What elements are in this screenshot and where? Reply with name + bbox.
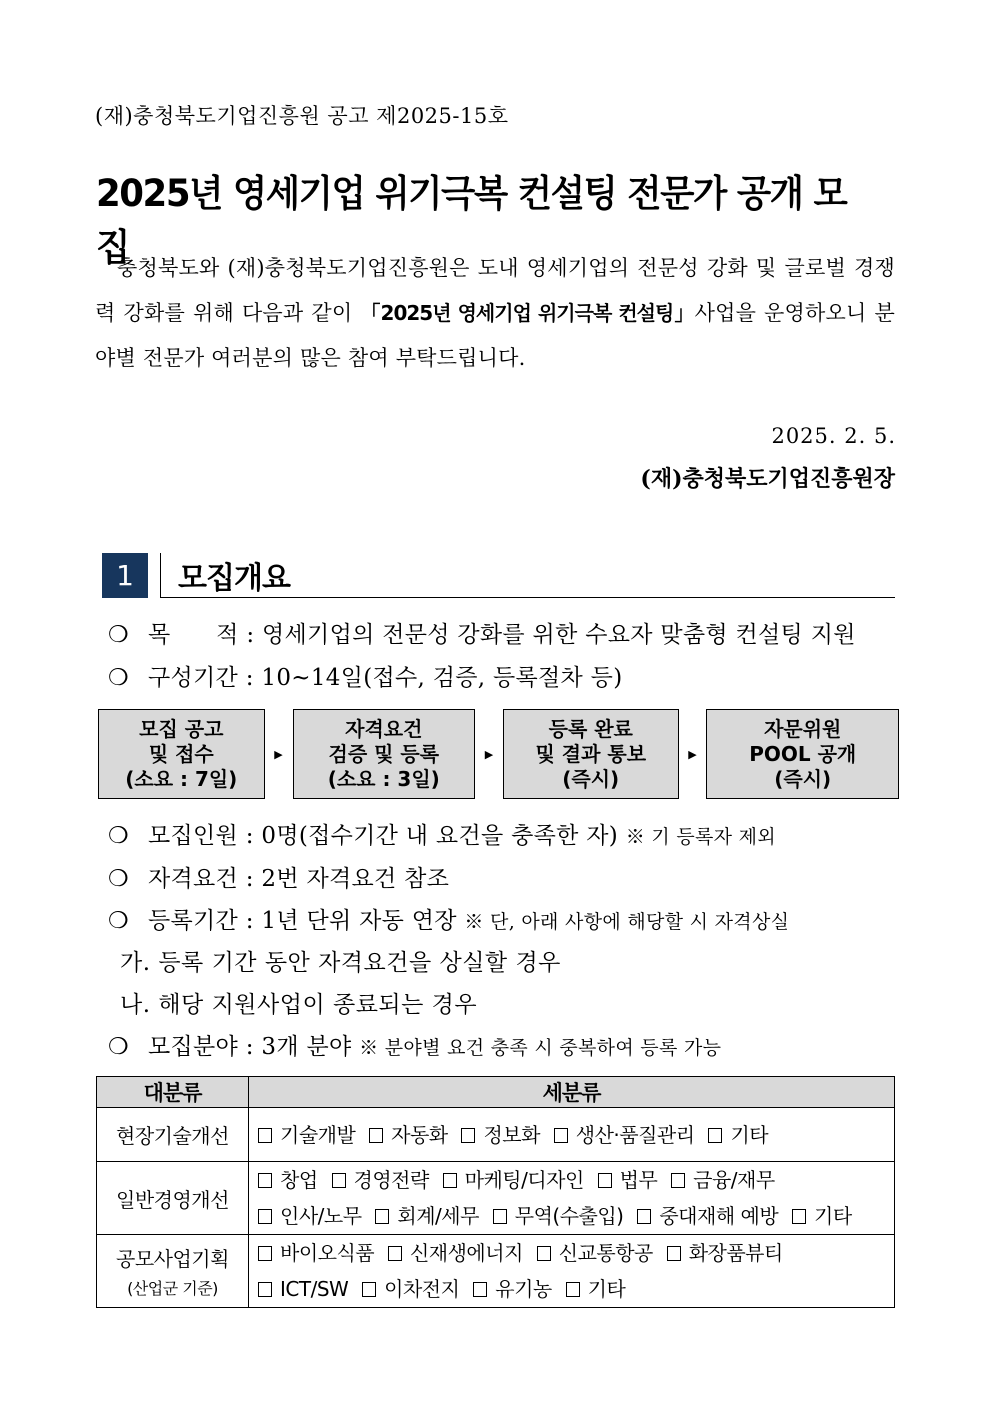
checkbox[interactable] xyxy=(671,1173,685,1188)
purpose-item: ❍ 목 적 : 영세기업의 전문성 강화를 위한 수요자 맞춤형 컨설팅 지원 xyxy=(108,622,856,648)
category-cell: 현장기술개선 xyxy=(97,1108,249,1162)
section-number-badge: 1 xyxy=(102,553,148,598)
table-row xyxy=(97,1108,895,1162)
checkbox[interactable] xyxy=(375,1209,389,1224)
header-sub-category: 세분류 xyxy=(249,1077,895,1108)
intro-highlight: 「2025년 영세기업 위기극복 컨설팅」 xyxy=(360,301,695,325)
arrow-right-icon: ▶ xyxy=(688,747,697,761)
recruits-item: ❍ 모집인원 : 0명(접수기간 내 요건을 충족한 자) ※ 기 등록자 제외 xyxy=(108,823,776,849)
flow-step-3: 등록 완료 및 결과 통보 (즉시) xyxy=(503,709,679,799)
table-row xyxy=(97,1235,895,1308)
items-cell: 기술개발 자동화 정보화 생산·품질관리 기타 xyxy=(249,1108,895,1162)
checkbox[interactable] xyxy=(443,1173,457,1188)
checkbox[interactable] xyxy=(708,1128,722,1143)
sub-item-na: 나. 해당 지원사업이 종료되는 경우 xyxy=(120,992,478,1018)
intro-paragraph xyxy=(95,246,895,381)
arrow-right-icon: ▶ xyxy=(274,747,283,761)
reg-period-note: ※ 단, 아래 사항에 해당할 시 자격상실 xyxy=(464,911,790,933)
intro-text-1: 충청북도와 (재)충청북도기업진흥원은 도내 영세기업의 전문성 강화 및 글로벌 경쟁력 강화를 위해 다음과 같이 xyxy=(95,256,895,325)
checkbox[interactable] xyxy=(362,1282,376,1297)
items-cell: 창업 경영전략 마케팅/디자인 법무 금융/재무 인사/노무 회계/세무 무역(수출입) 중대재해 예방 기타 xyxy=(249,1162,895,1235)
checkbox[interactable] xyxy=(258,1246,272,1261)
period-item: ❍ 구성기간 : 10~14일(접수, 검증, 등록절차 등) xyxy=(108,665,623,691)
checkbox[interactable] xyxy=(388,1246,402,1261)
section-underline xyxy=(160,597,895,598)
checkbox[interactable] xyxy=(537,1246,551,1261)
category-cell: 일반경영개선 xyxy=(97,1162,249,1235)
fields-item: ❍ 모집분야 : 3개 분야 ※ 분야별 요건 충족 시 중복하여 등록 가능 xyxy=(108,1034,722,1060)
checkbox[interactable] xyxy=(554,1128,568,1143)
circle-bullet-icon: ❍ xyxy=(108,823,129,849)
checkbox[interactable] xyxy=(598,1173,612,1188)
qualification-item: ❍ 자격요건 : 2번 자격요건 참조 xyxy=(108,866,450,892)
sub-item-ga: 가. 등록 기간 동안 자격요건을 상실할 경우 xyxy=(120,950,561,976)
intro-text-2: 사업을 운영하오니 분야별 전문가 여러분의 많은 참여 부탁드립니다. xyxy=(95,301,895,370)
checkbox[interactable] xyxy=(258,1173,272,1188)
checkbox[interactable] xyxy=(473,1282,487,1297)
process-flow xyxy=(98,709,899,799)
fields-note: ※ 분야별 요건 충족 시 중복하여 등록 가능 xyxy=(359,1037,722,1059)
circle-bullet-icon: ❍ xyxy=(108,908,129,934)
arrow-right-icon: ▶ xyxy=(484,747,494,761)
checkbox[interactable] xyxy=(566,1282,580,1297)
section-divider xyxy=(160,553,161,598)
table-row xyxy=(97,1162,895,1235)
circle-bullet-icon: ❍ xyxy=(108,866,129,892)
flow-step-1: 모집 공고 및 접수 (소요 : 7일) xyxy=(98,709,265,799)
checkbox[interactable] xyxy=(493,1209,507,1224)
items-cell: 바이오식품 신재생에너지 신교통항공 화장품뷰티 ICT/SW 이차전지 유기농 기타 xyxy=(249,1235,895,1308)
circle-bullet-icon: ❍ xyxy=(108,1034,129,1060)
circle-bullet-icon: ❍ xyxy=(108,665,129,691)
page-title: 2025년 영세기업 위기극복 컨설팅 전문가 공개 모집 xyxy=(96,172,847,269)
flow-step-2: 자격요건 검증 및 등록 (소요 : 3일) xyxy=(293,709,476,799)
checkbox[interactable] xyxy=(258,1282,272,1297)
signer: (재)충청북도기업진흥원장 xyxy=(640,466,895,492)
header-major-category: 대분류 xyxy=(97,1077,249,1108)
circle-bullet-icon: ❍ xyxy=(108,622,129,648)
purpose-label: 목 적 xyxy=(148,622,239,648)
checkbox[interactable] xyxy=(637,1209,651,1224)
checkbox[interactable] xyxy=(667,1246,681,1261)
period-value: 10~14일(접수, 검증, 등록절차 등) xyxy=(261,665,623,691)
fields-table xyxy=(96,1076,895,1308)
notice-number: (재)충청북도기업진흥원 공고 제2025-15호 xyxy=(95,104,509,128)
notice-date: 2025. 2. 5. xyxy=(771,424,896,448)
checkbox[interactable] xyxy=(792,1209,806,1224)
period-label: 구성기간 xyxy=(148,665,239,691)
checkbox[interactable] xyxy=(369,1128,383,1143)
checkbox[interactable] xyxy=(332,1173,346,1188)
section-title: 모집개요 xyxy=(178,561,290,596)
checkbox[interactable] xyxy=(461,1128,475,1143)
checkbox[interactable] xyxy=(258,1209,272,1224)
recruits-note: ※ 기 등록자 제외 xyxy=(625,826,776,848)
reg-period-item: ❍ 등록기간 : 1년 단위 자동 연장 ※ 단, 아래 사항에 해당할 시 자격상실 xyxy=(108,908,790,934)
category-cell: 공모사업기획 (산업군 기준) xyxy=(97,1235,249,1308)
checkbox[interactable] xyxy=(258,1128,272,1143)
category-subnote: (산업군 기준) xyxy=(127,1279,218,1298)
flow-step-4: 자문위원 POOL 공개 (즉시) xyxy=(706,709,899,799)
purpose-value: 영세기업의 전문성 강화를 위한 수요자 맞춤형 컨설팅 지원 xyxy=(262,622,856,648)
